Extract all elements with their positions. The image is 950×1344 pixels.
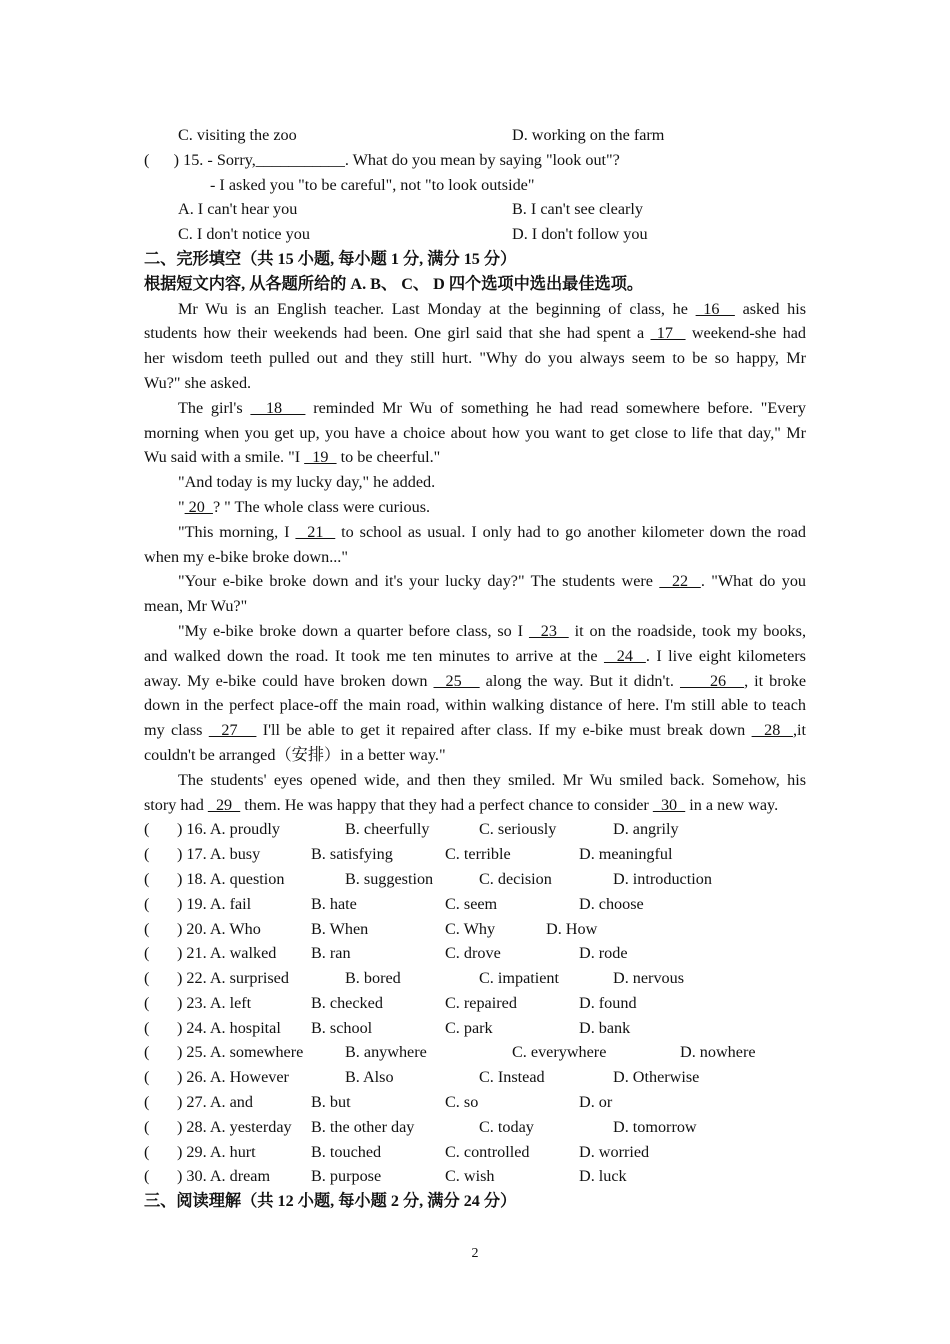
- question-row-20: [144, 917, 806, 942]
- section2-title: 二、完形填空（共 15 小题, 每小题 1 分, 满分 15 分）: [144, 249, 517, 268]
- blank-26: 26: [679, 671, 745, 690]
- blank-23: 23: [528, 621, 569, 640]
- blank-20: 20: [184, 497, 213, 516]
- option-b: B. purpose: [311, 1167, 382, 1186]
- option-d: D. How: [546, 919, 598, 938]
- option-c: C. today: [479, 1117, 534, 1136]
- passage-text: it on the roadside, took my books,: [568, 621, 806, 640]
- option-c: C. impatient: [479, 969, 560, 988]
- answer-bracket[interactable]: (: [144, 1068, 150, 1087]
- option-b: B. Also: [345, 1068, 394, 1087]
- question-row-23: [144, 991, 806, 1016]
- passage-text: them. He was happy that they had a perfect chance to consider: [240, 795, 653, 814]
- passage-line: [144, 644, 806, 669]
- passage-text: The girl's: [178, 398, 251, 417]
- passage-line: morning when you get up, you have a choice about how you want to get close to life that day," Mr: [144, 423, 806, 442]
- passage-line: when my e-bike broke down...": [144, 547, 348, 566]
- passage-text: . "What do you: [700, 572, 806, 591]
- question-number-option-a: ) 29. A. hurt: [177, 1142, 256, 1161]
- q15-text-post: . What do you mean by saying "look out"?: [344, 150, 620, 169]
- blank-28: 28: [751, 721, 793, 740]
- question-row-26: [144, 1065, 806, 1090]
- passage-line: [144, 669, 806, 694]
- passage-line: [144, 297, 806, 322]
- blank-22: 22: [659, 572, 701, 591]
- question-number-option-a: ) 28. A. yesterday: [177, 1117, 292, 1136]
- option-b: B. bored: [345, 969, 401, 988]
- q15-option-c: C. I don't notice you: [178, 225, 310, 244]
- option-b: B. hate: [311, 894, 357, 913]
- blank-21: 21: [295, 522, 336, 541]
- passage-line: her wisdom teeth pulled out and they still hurt. "Why do you always seem to be so happy, Mr: [144, 349, 806, 368]
- passage-line: "And today is my lucky day," he added.: [178, 473, 436, 492]
- option-b: B. suggestion: [345, 869, 434, 888]
- option-c: C. repaired: [445, 993, 517, 1012]
- option-b: B. touched: [311, 1142, 382, 1161]
- answer-bracket[interactable]: (: [144, 845, 150, 864]
- question-number-option-a: ) 17. A. busy: [177, 845, 261, 864]
- passage-line: [144, 569, 806, 594]
- q15-option-a: A. I can't hear you: [178, 200, 298, 219]
- answer-bracket[interactable]: (: [144, 894, 150, 913]
- q15-options-cd: [144, 222, 806, 247]
- passage-text: ,it: [792, 721, 806, 740]
- passage-text: ": [178, 497, 185, 516]
- blank-17: 17: [650, 324, 686, 343]
- passage-text: "Your e-bike broke down and it's your lucky day?" The students were: [178, 572, 660, 591]
- option-b: B. checked: [311, 993, 383, 1012]
- passage-text: along the way. But it didn't.: [479, 671, 680, 690]
- question-number-option-a: ) 16. A. proudly: [177, 820, 280, 839]
- passage-line: couldn't be arranged（安排）in a better way.": [144, 745, 446, 764]
- exam-page: [144, 123, 806, 1214]
- question-row-28: [144, 1115, 806, 1140]
- answer-bracket[interactable]: (: [144, 969, 150, 988]
- question-number-option-a: ) 30. A. dream: [177, 1167, 271, 1186]
- passage-text: "My e-bike broke down a quarter before class, so I: [178, 621, 529, 640]
- option-b: B. but: [311, 1093, 351, 1112]
- answer-bracket[interactable]: (: [144, 1142, 150, 1161]
- question-row-16: [144, 817, 806, 842]
- question-row-25: [144, 1040, 806, 1065]
- q14-option-c: C. visiting the zoo: [178, 126, 297, 144]
- option-c: C. park: [445, 1018, 493, 1037]
- cloze-questions: [144, 817, 806, 1189]
- option-c: C. seriously: [479, 820, 557, 839]
- option-c: C. seem: [445, 894, 498, 913]
- option-b: B. the other day: [311, 1117, 415, 1136]
- option-d: D. bank: [579, 1018, 631, 1037]
- option-d: D. meaningful: [579, 845, 673, 864]
- option-d: D. angrily: [613, 820, 679, 839]
- option-b: B. When: [311, 919, 369, 938]
- question-number-option-a: ) 22. A. surprised: [177, 969, 289, 988]
- passage-line: [144, 495, 806, 520]
- q15-stem: [144, 148, 806, 173]
- answer-bracket[interactable]: (: [144, 993, 150, 1012]
- section3-title: 三、阅读理解（共 12 小题, 每小题 2 分, 满分 24 分）: [144, 1192, 517, 1211]
- question-row-27: [144, 1090, 806, 1115]
- question-number-option-a: ) 18. A. question: [177, 869, 285, 888]
- blank-24: 24: [603, 646, 646, 665]
- question-row-30: [144, 1164, 806, 1189]
- passage-text: to be cheerful.": [336, 448, 441, 467]
- option-c: C. so: [445, 1093, 479, 1112]
- question-number-option-a: ) 21. A. walked: [177, 944, 277, 963]
- q15-text-pre: 15. - Sorry,: [179, 150, 256, 169]
- question-number-option-a: ) 27. A. and: [177, 1093, 253, 1112]
- option-d: D. rode: [579, 944, 628, 963]
- q15-blank: ___________: [255, 150, 345, 169]
- question-row-22: [144, 966, 806, 991]
- passage-line: mean, Mr Wu?": [144, 597, 248, 616]
- passage-line: [144, 520, 806, 545]
- option-b: B. anywhere: [345, 1043, 427, 1062]
- question-number-option-a: ) 19. A. fail: [177, 894, 252, 913]
- option-c: C. controlled: [445, 1142, 530, 1161]
- option-b: B. school: [311, 1018, 373, 1037]
- q14-option-d: D. working on the farm: [512, 126, 665, 144]
- passage-text: Wu said with a smile. "I: [144, 448, 305, 467]
- question-row-19: [144, 892, 806, 917]
- answer-bracket[interactable]: (: [144, 820, 150, 839]
- question-number-option-a: ) 24. A. hospital: [177, 1018, 281, 1037]
- passage-text: students how their weekends had been. One girl said that she had spent a: [144, 324, 651, 343]
- option-c: C. drove: [445, 944, 501, 963]
- answer-bracket[interactable]: (: [144, 919, 150, 938]
- answer-bracket[interactable]: (: [144, 869, 150, 888]
- blank-19: 19: [304, 448, 337, 467]
- passage-text: story had: [144, 795, 208, 814]
- q15-option-d: D. I don't follow you: [512, 225, 648, 244]
- passage-text: "This morning, I: [178, 522, 296, 541]
- question-row-17: [144, 842, 806, 867]
- passage-text: to school as usual. I only had to go another kilometer down the road: [335, 522, 806, 541]
- answer-bracket[interactable]: (: [144, 1018, 150, 1037]
- option-c: C. wish: [445, 1167, 495, 1186]
- option-d: D. luck: [579, 1167, 627, 1186]
- passage-line: [144, 718, 806, 743]
- answer-bracket[interactable]: (: [144, 1043, 150, 1062]
- option-c: C. terrible: [445, 845, 511, 864]
- question-row-24: [144, 1016, 806, 1041]
- passage-text: , it broke: [744, 671, 806, 690]
- passage-line: Wu?" she asked.: [144, 373, 252, 392]
- option-d: D. or: [579, 1093, 613, 1112]
- q15-option-b: B. I can't see clearly: [512, 200, 644, 219]
- question-number-option-a: ) 26. A. However: [177, 1068, 289, 1087]
- passage-line: down in the perfect place-off the main road, within walking distance of here. I'm still able to teach: [144, 696, 806, 715]
- option-d: D. tomorrow: [613, 1117, 697, 1136]
- passage-text: asked his: [734, 299, 806, 318]
- passage-line: [144, 619, 806, 644]
- option-c: C. everywhere: [512, 1043, 607, 1062]
- option-d: D. choose: [579, 894, 644, 913]
- passage-line: [144, 445, 806, 470]
- passage-text: weekend-she had: [685, 324, 806, 343]
- passage-text: reminded Mr Wu of something he had read somewhere before. "Every: [305, 398, 806, 417]
- answer-bracket[interactable]: (: [144, 1093, 150, 1112]
- option-d: D. introduction: [613, 869, 712, 888]
- passage-text: . I live eight kilometers: [645, 646, 806, 665]
- option-b: B. ran: [311, 944, 351, 963]
- blank-25: 25: [433, 671, 480, 690]
- question-row-29: [144, 1140, 806, 1165]
- cloze-passage: [144, 297, 806, 818]
- page-number: 2: [471, 1246, 479, 1261]
- option-d: D. Otherwise: [613, 1068, 700, 1087]
- option-d: D. nowhere: [680, 1043, 756, 1062]
- passage-text: away. My e-bike could have broken down: [144, 671, 434, 690]
- question-number-option-a: ) 25. A. somewhere: [177, 1043, 304, 1062]
- passage-line: [144, 793, 806, 818]
- blank-29: 29: [207, 795, 241, 814]
- option-d: D. worried: [579, 1142, 650, 1161]
- q15-options-ab: [144, 197, 806, 222]
- option-c: C. Instead: [479, 1068, 545, 1087]
- blank-18: 18: [250, 398, 306, 417]
- question-row-18: [144, 867, 806, 892]
- blank-16: 16: [695, 299, 735, 318]
- passage-text: I'll be able to get it repaired after class. If my e-bike must break down: [256, 721, 752, 740]
- section2-instruction: 根据短文内容, 从各题所给的 A. B、 C、 D 四个选项中选出最佳选项。: [144, 274, 644, 293]
- option-c: C. decision: [479, 869, 552, 888]
- option-d: D. nervous: [613, 969, 685, 988]
- blank-30: 30: [652, 795, 686, 814]
- passage-line: The students' eyes opened wide, and then they smiled. Mr Wu smiled back. Somehow, his: [178, 770, 806, 789]
- answer-bracket[interactable]: ( ): [144, 150, 180, 169]
- passage-text: Mr Wu is an English teacher. Last Monday at the beginning of class, he: [178, 299, 696, 318]
- passage-line: [144, 321, 806, 346]
- passage-text: my class: [144, 721, 209, 740]
- question-number-option-a: ) 20. A. Who: [177, 919, 261, 938]
- blank-27: 27: [208, 721, 257, 740]
- option-c: C. Why: [445, 919, 496, 938]
- passage-text: ? " The whole class were curious.: [212, 497, 431, 516]
- answer-bracket[interactable]: (: [144, 1167, 150, 1186]
- q15-reply: - I asked you "to be careful", not "to look outside": [210, 175, 535, 194]
- passage-text: in a new way.: [685, 795, 779, 814]
- passage-line: [144, 396, 806, 421]
- q14-options-cd: [144, 123, 806, 148]
- answer-bracket[interactable]: (: [144, 944, 150, 963]
- answer-bracket[interactable]: (: [144, 1117, 150, 1136]
- option-d: D. found: [579, 993, 637, 1012]
- question-number-option-a: ) 23. A. left: [177, 993, 252, 1012]
- option-b: B. satisfying: [311, 845, 393, 864]
- option-b: B. cheerfully: [345, 820, 430, 839]
- passage-text: and walked down the road. It took me ten minutes to arrive at the: [144, 646, 604, 665]
- question-row-21: [144, 941, 806, 966]
